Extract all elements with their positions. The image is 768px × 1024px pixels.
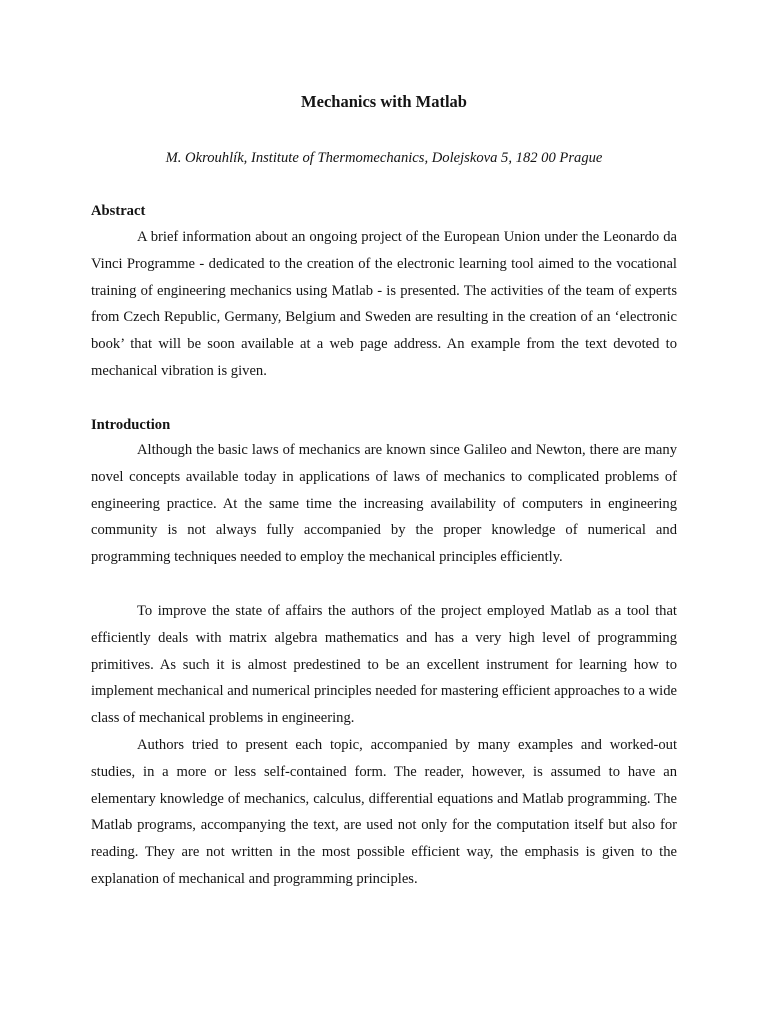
introduction-paragraph-3: Authors tried to present each topic, accompanied by many examples and worked-out studies, in a more or less self-contained form. The reader, however, is assumed to have an elementary knowledge of mechanics, calculus, differential equations and Matlab programming. The Matlab programs, accompanying the text, are used not only for the computation itself but also for reading. They are not written in the most possible efficient way, the emphasis is given to the explanation of mechanical and programming principles. bbox=[91, 737, 677, 887]
introduction-paragraph-2: To improve the state of affairs the authors of the project employed Matlab as a tool that efficiently deals with matrix algebra mathematics and has a very high level of programming primitives. As such it is almost predestined to be an excellent instrument for learning how to implement mechanical and numerical principles needed for mastering efficient approaches to a wide class of mechanical problems in engineering. bbox=[91, 603, 677, 727]
abstract-heading: Abstract bbox=[91, 203, 146, 219]
abstract-paragraph: A brief information about an ongoing project of the European Union under the Leonardo da Vinci Programme - dedicated to the creation of the electronic learning tool aimed to the vocational training of engineering mechanics using Matlab - is presented. The activities of the team of experts from Czech Republic, Germany, Belgium and Sweden are resulting in the creation of an ‘electronic book’ that will be soon available at a web page address. An example from the text devoted to mechanical vibration is given. bbox=[91, 229, 677, 379]
page-title: Mechanics with Matlab bbox=[301, 92, 467, 111]
introduction-heading: Introduction bbox=[91, 417, 171, 433]
introduction-paragraph-1: Although the basic laws of mechanics are known since Galileo and Newton, there are many novel concepts available today in applications of laws of mechanics to complicated problems of engineering practice. At the same time the increasing availability of computers in engineering community is not always fully accompanied by the proper knowledge of numerical and programming techniques needed to employ the mechanical principles efficiently. bbox=[91, 442, 677, 566]
author-line: M. Okrouhlík, Institute of Thermomechanics, Dolejskova 5, 182 00 Prague bbox=[165, 150, 603, 166]
